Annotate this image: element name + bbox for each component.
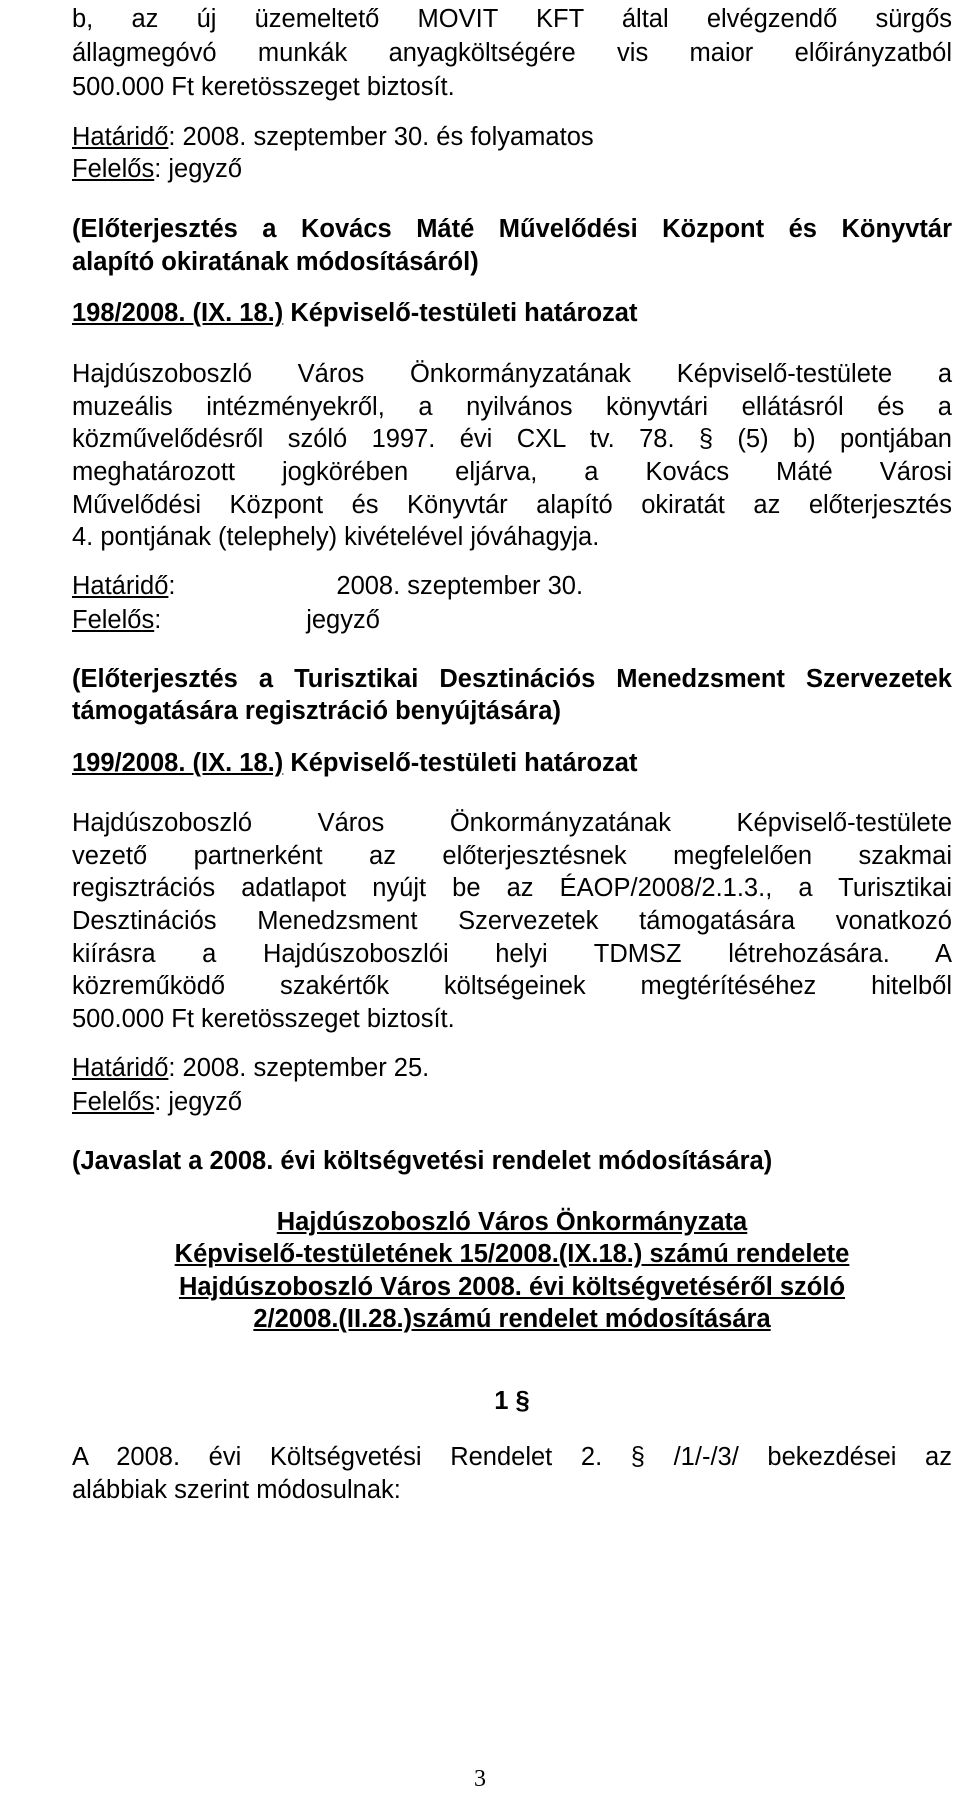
ordinance-title-line-4: 2/2008.(II.28.)számú rendelet módosítására [253,1305,771,1333]
deadline-value: 2008. szeptember 30. [336,572,584,600]
section2-body-line-6: közreműködő szakértők költségeinek megtérítéséhez hitelből [72,972,952,1000]
deadline-colon: : [168,572,176,600]
section2-body-line-2: vezető partnerként az előterjesztésnek megfelelően szakmai [72,842,952,870]
resolution-199-label: Képviselő-testületi határozat [283,749,638,777]
deadline-value: : 2008. szeptember 30. és folyamatos [168,123,594,151]
section2-heading-line-2: támogatására regisztráció benyújtására) [72,697,561,725]
section3-heading: (Javaslat a 2008. évi költségvetési rendelet módosítására) [72,1147,773,1175]
responsible-value: jegyző [306,606,380,634]
responsible-value: : jegyző [154,1088,243,1116]
section2-body-line-3: regisztrációs adatlapot nyújt be az ÉAOP/2008/2.1.3., a Turisztikai [72,874,952,902]
resolution-199-number: 199/2008. (IX. 18.) [72,749,284,777]
responsible-line-3 [72,1085,952,1119]
section1-body-line-3: közművelődésről szóló 1997. évi CXL tv. 78. § (5) b) pontjában [72,425,952,453]
intro-line-1: b, az új üzemeltető MOVIT KFT által elvégzendő sürgős [72,5,952,33]
section1-body-line-6: 4. pontjának (telephely) kivételével jóváhagyja. [72,523,600,551]
ordinance-title-line-3: Hajdúszoboszló Város 2008. évi költségvetéséről szóló [178,1273,846,1301]
responsible-value: : jegyző [154,155,243,183]
ordinance-title-line-1: Hajdúszoboszló Város Önkormányzata [276,1208,748,1236]
section3-body-line-1: A 2008. évi Költségvetési Rendelet 2. § /1/-/3/ bekezdései az [72,1443,952,1471]
responsible-label: Felelős [72,606,155,634]
resolution-199-title [72,746,952,780]
deadline-label: Határidő [72,1054,169,1082]
section3-body-line-2: alábbiak szerint módosulnak: [72,1476,401,1504]
deadline-value: : 2008. szeptember 25. [168,1054,430,1082]
section1-body-line-1: Hajdúszoboszló Város Önkormányzatának Képviselő-testülete a [72,360,952,388]
section2-heading-line-1: (Előterjesztés a Turisztikai Desztinációs Menedzsment Szervezetek [72,665,952,693]
ordinance-title-line-2: Képviselő-testületének 15/2008.(IX.18.) számú rendelete [174,1240,850,1268]
section2-body-line-7: 500.000 Ft keretösszeget biztosít. [72,1005,455,1033]
section1-heading-line-1: (Előterjesztés a Kovács Máté Művelődési Központ és Könyvtár [72,215,952,243]
responsible-label: Felelős [72,155,155,183]
section2-body-line-4: Desztinációs Menedzsment Szervezetek támogatására vonatkozó [72,907,952,935]
section1-body-line-5: Művelődési Központ és Könyvtár alapító okiratát az előterjesztés [72,491,952,519]
deadline-line-3 [72,1051,952,1085]
intro-line-2: állagmegóvó munkák anyagköltségére vis maior előirányzatból [72,39,952,67]
paragraph-mark: 1 § [494,1387,530,1415]
resolution-198-label: Képviselő-testületi határozat [283,299,638,327]
responsible-colon: : [154,606,162,634]
section2-body-line-5: kiírásra a Hajdúszoboszlói helyi TDMSZ létrehozására. A [72,940,952,968]
responsible-line-1 [72,152,952,186]
deadline-label: Határidő [72,572,169,600]
deadline-label: Határidő [72,123,169,151]
responsible-line-2 [72,603,952,637]
resolution-198-title [72,296,952,330]
intro-line-3: 500.000 Ft keretösszeget biztosít. [72,73,455,101]
section1-body-line-2: muzeális intézményekről, a nyilvános könyvtári ellátásról és a [72,393,952,421]
section1-body-line-4: meghatározott jogkörében eljárva, a Kovács Máté Városi [72,458,952,486]
deadline-line-2 [72,569,952,603]
deadline-line-1 [72,120,952,154]
section2-body-line-1: Hajdúszoboszló Város Önkormányzatának Képviselő-testülete [72,809,952,837]
resolution-198-number: 198/2008. (IX. 18.) [72,299,284,327]
page-number: 3 [474,1766,486,1792]
section1-heading-line-2: alapító okiratának módosításáról) [72,248,479,276]
responsible-label: Felelős [72,1088,155,1116]
